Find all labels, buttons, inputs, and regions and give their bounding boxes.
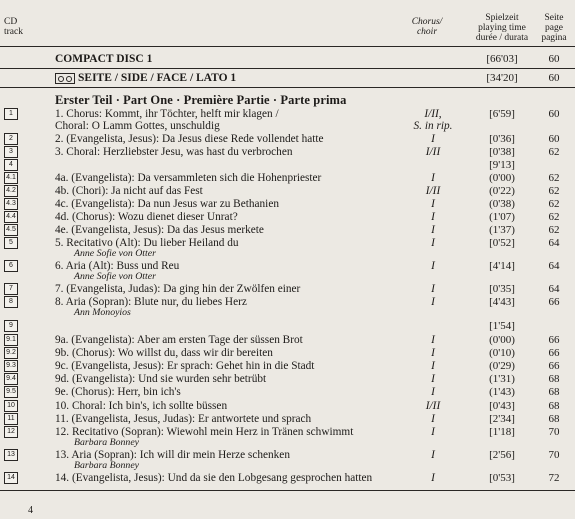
track-number-box [4,211,18,223]
part-title: Erster Teil · Part One · Première Partie · Parte prima [55,93,347,107]
soloist-name: Barbara Bonney [74,460,140,471]
track-title: 10. Choral: Ich bin's, ich sollte büssen [55,400,228,412]
track-number: 9.1 [4,334,18,346]
track-title: 7. (Evangelista, Judas): Da ging hin der Zwölfen einer [55,283,301,295]
track-row [0,334,575,346]
track-chorus: I [431,296,435,308]
track-page: 60 [548,108,560,120]
track-title: 4e. (Evangelista, Jesus): Da das Jesus merkete [55,224,264,236]
track-title: 8. Aria (Sopran): Blute nur, du liebes Herz [55,296,247,308]
track-title: 9a. (Evangelista): Aber am ersten Tage der süssen Brot [55,334,303,346]
track-number-box [4,347,18,359]
track-page: 68 [548,373,560,385]
cassette-icon [55,72,75,84]
track-header-line2: track [4,27,23,37]
track-title: 1. Chorus: Kommt, ihr Töchter, helft mir klagen / [55,108,279,120]
track-time: [4'43] [489,296,515,308]
track-number-box [4,108,18,120]
disc-page: 60 [548,53,560,65]
disc-time: [66'03] [486,53,518,65]
track-number: 2 [4,133,18,145]
track-title: 9b. (Chorus): Wo willst du, dass wir dir bereiten [55,347,273,359]
track-number: 10 [4,400,18,412]
track-time: (0'38) [489,198,515,210]
track-page: 62 [548,146,560,158]
track-page: 60 [548,133,560,145]
track-chorus: I [431,347,435,359]
page-header [536,13,572,43]
track-number: 4.5 [4,224,18,236]
track-chorus: I [431,211,435,223]
track-chorus: I/II, [424,108,442,120]
track-time: (0'00) [489,334,515,346]
track-page: 64 [548,237,560,249]
track-title: 4a. (Evangelista): Da versammleten sich die Hohenpriester [55,172,322,184]
track-page: 64 [548,283,560,295]
track-number: 14 [4,472,18,484]
track-row [0,108,575,120]
chorus-header [402,17,452,37]
track-number: 12 [4,426,18,438]
track-number-box [4,386,18,398]
page-header-line1: Seite [544,13,564,23]
track-header [4,17,23,37]
track-row [0,320,575,332]
side-time: [34'20] [486,72,518,84]
page-number: 4 [28,505,33,516]
track-number-box [4,198,18,210]
side-row [0,72,575,84]
chorus-header-line2: choir [416,27,438,37]
track-chorus: I/II [425,400,441,412]
track-chorus: I [431,334,435,346]
track-number-box [4,146,18,158]
track-page: 66 [548,360,560,372]
track-row [0,224,575,236]
track-time: [1'54] [489,320,515,332]
track-row [0,172,575,184]
track-time: (1'31) [489,373,515,385]
track-row [0,146,575,158]
page-header-line2: page [545,23,563,33]
track-title: 11. (Evangelista, Jesus, Judas): Er antwortete und sprach [55,413,312,425]
track-row [0,400,575,412]
bottom-rule [0,490,575,491]
track-title: Choral: O Lamm Gottes, unschuldig [55,120,220,132]
track-number: 9.5 [4,386,18,398]
track-time: (1'07) [489,211,515,223]
track-chorus: I/II [425,146,441,158]
track-title: 4d. (Chorus): Wozu dienet dieser Unrat? [55,211,238,223]
page-header-line3: pagina [541,33,567,43]
track-number-box [4,133,18,145]
track-row [0,360,575,372]
track-chorus: I [431,386,435,398]
track-number-box [4,283,18,295]
track-header-line1: CD [4,17,18,27]
track-number-box [4,159,18,171]
track-title: 4b. (Chori): Ja nicht auf das Fest [55,185,203,197]
track-title: 5. Recitativo (Alt): Du lieber Heiland du [55,237,239,249]
track-title: 2. (Evangelista, Jesus): Da Jesus diese Rede vollendet hatte [55,133,324,145]
track-page: 62 [548,198,560,210]
track-page: 64 [548,260,560,272]
track-number: 11 [4,413,18,425]
track-time: [0'36] [489,133,515,145]
track-chorus: S. in rip. [413,120,453,132]
track-page: 66 [548,334,560,346]
track-page: 68 [548,400,560,412]
track-time: [2'34] [489,413,515,425]
track-number: 9.4 [4,373,18,385]
track-number-box [4,426,18,438]
track-chorus: I [431,224,435,236]
track-title: 12. Recitativo (Sopran): Wiewohl mein Herz in Tränen schwimmt [55,426,354,438]
track-page: 62 [548,224,560,236]
track-chorus: I [431,413,435,425]
track-chorus: I [431,472,435,484]
track-chorus: I/II [425,185,441,197]
track-title: 4c. (Evangelista): Da nun Jesus war zu Bethanien [55,198,279,210]
track-time: [4'14] [489,260,515,272]
track-title: 14. (Evangelista, Jesus): Und da sie den Lobgesang gesprochen hatten [55,472,373,484]
track-number-box [4,413,18,425]
track-time: [9'13] [489,159,515,171]
track-number-box [4,260,18,272]
track-title: 6. Aria (Alt): Buss und Reu [55,260,180,272]
track-time: (1'43) [489,386,515,398]
track-title: 3. Choral: Herzliebster Jesu, was hast du verbrochen [55,146,293,158]
track-time: [0'35] [489,283,515,295]
track-number: 5 [4,237,18,249]
track-number-box [4,472,18,484]
track-page: 70 [548,426,560,438]
track-number-box [4,320,18,332]
track-number: 4.3 [4,198,18,210]
track-number: 9.2 [4,347,18,359]
track-chorus: I [431,172,435,184]
track-title: 9c. (Evangelista, Jesus): Er sprach: Gehet hin in die Stadt [55,360,315,372]
track-time: [0'53] [489,472,515,484]
track-number: 9 [4,320,18,332]
disc-row [0,53,575,65]
track-number: 8 [4,296,18,308]
track-chorus: I [431,133,435,145]
track-row [0,133,575,145]
track-number-box [4,296,18,308]
track-time: [0'38] [489,146,515,158]
track-page: 62 [548,185,560,197]
track-number-box [4,185,18,197]
disc-rule [0,68,575,69]
track-row [0,386,575,398]
track-time: (0'00) [489,172,515,184]
track-time: (0'29) [489,360,515,372]
track-page: 70 [548,449,560,461]
track-page: 68 [548,413,560,425]
time-header-line1: Spielzeit [485,13,519,23]
track-row [0,472,575,484]
track-chorus: I [431,373,435,385]
track-number: 7 [4,283,18,295]
track-time: [0'52] [489,237,515,249]
track-number-box [4,224,18,236]
time-header-line2: playing time [478,23,526,33]
track-number: 3 [4,146,18,158]
time-header-line3: durée / durata [475,33,529,43]
track-title: 13. Aria (Sopran): Ich will dir mein Herze schenken [55,449,290,461]
disc-title: COMPACT DISC 1 [55,53,153,65]
side-title: SEITE / SIDE / FACE / LATO 1 [78,72,237,84]
track-page: 66 [548,296,560,308]
track-number-box [4,373,18,385]
track-chorus: I [431,360,435,372]
track-page: 68 [548,386,560,398]
track-number: 6 [4,260,18,272]
track-chorus: I [431,426,435,438]
track-row [0,185,575,197]
track-title: 9e. (Chorus): Herr, bin ich's [55,386,181,398]
track-page: 66 [548,347,560,359]
track-chorus: I [431,283,435,295]
track-number: 13 [4,449,18,461]
column-header [0,13,575,49]
track-number-box [4,400,18,412]
track-page: 62 [548,211,560,223]
soloist-name: Anne Sofie von Otter [74,248,156,259]
track-row [0,211,575,223]
track-number: 4.4 [4,211,18,223]
track-number-box [4,237,18,249]
track-row [0,198,575,210]
track-time: (1'37) [489,224,515,236]
track-chorus: I [431,449,435,461]
track-page: 62 [548,172,560,184]
track-row [0,413,575,425]
side-page: 60 [548,72,560,84]
soloist-name: Barbara Bonney [74,437,140,448]
track-number-box [4,449,18,461]
track-row [0,283,575,295]
track-row [0,347,575,359]
track-time: (0'22) [489,185,515,197]
track-row [0,159,575,171]
track-number: 4.2 [4,185,18,197]
track-time: [2'56] [489,449,515,461]
track-row [0,120,575,132]
track-row [0,373,575,385]
track-title: 9d. (Evangelista): Und sie wurden sehr betrübt [55,373,267,385]
track-number: 4.1 [4,172,18,184]
track-time: [0'43] [489,400,515,412]
track-chorus: I [431,237,435,249]
track-number-box [4,334,18,346]
header-rule [0,46,575,47]
track-chorus: I [431,260,435,272]
track-chorus: I [431,198,435,210]
soloist-name: Ann Monoyios [74,307,131,318]
track-time: [1'18] [489,426,515,438]
time-header [468,13,536,43]
track-number: 1 [4,108,18,120]
chorus-header-line1: Chorus/ [411,17,443,27]
track-number: 4 [4,159,18,171]
track-time: (0'10) [489,347,515,359]
track-number: 9.3 [4,360,18,372]
track-number-box [4,172,18,184]
side-rule [0,87,575,88]
track-page: 72 [548,472,560,484]
track-time: [6'59] [489,108,515,120]
soloist-name: Anne Sofie von Otter [74,271,156,282]
track-number-box [4,360,18,372]
